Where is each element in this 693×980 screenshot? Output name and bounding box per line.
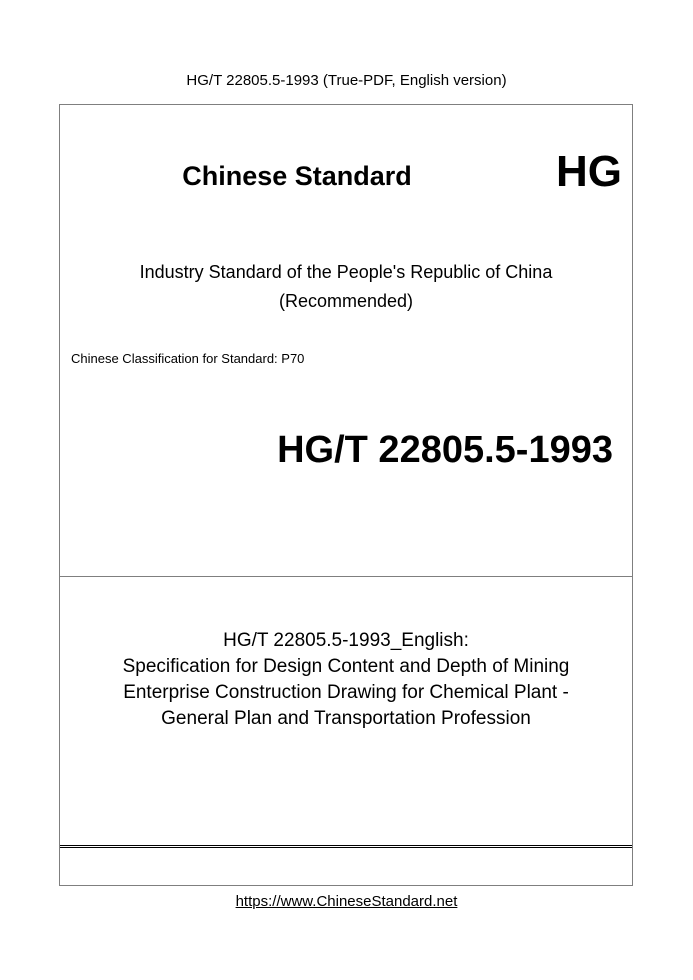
cover-frame — [59, 104, 633, 886]
cover-upper-section — [60, 105, 632, 577]
cover-description-section — [60, 577, 632, 846]
description-line-2: Specification for Design Content and Depth of Mining — [122, 656, 570, 677]
cover-title: Chinese Standard — [182, 161, 412, 191]
cover-bottom-box — [60, 847, 632, 886]
industry-line-2: (Recommended) — [278, 291, 414, 311]
standard-prefix: HG — [556, 147, 622, 196]
industry-line-1: Industry Standard of the People's Republic of China — [139, 262, 553, 282]
standard-description — [60, 628, 632, 732]
document-header: HG/T 22805.5-1993 (True-PDF, English version) — [186, 72, 507, 89]
classification-label: Chinese Classification for Standard: P70 — [71, 351, 305, 366]
description-line-3: Enterprise Construction Drawing for Chemical Plant - — [123, 682, 569, 703]
industry-standard-statement — [60, 258, 632, 316]
website-link[interactable]: https://www.ChineseStandard.net — [235, 893, 458, 910]
standard-code: HG/T 22805.5-1993 — [277, 429, 613, 471]
description-line-4: General Plan and Transportation Profession — [161, 708, 531, 729]
description-line-1: HG/T 22805.5-1993_English: — [223, 630, 469, 651]
